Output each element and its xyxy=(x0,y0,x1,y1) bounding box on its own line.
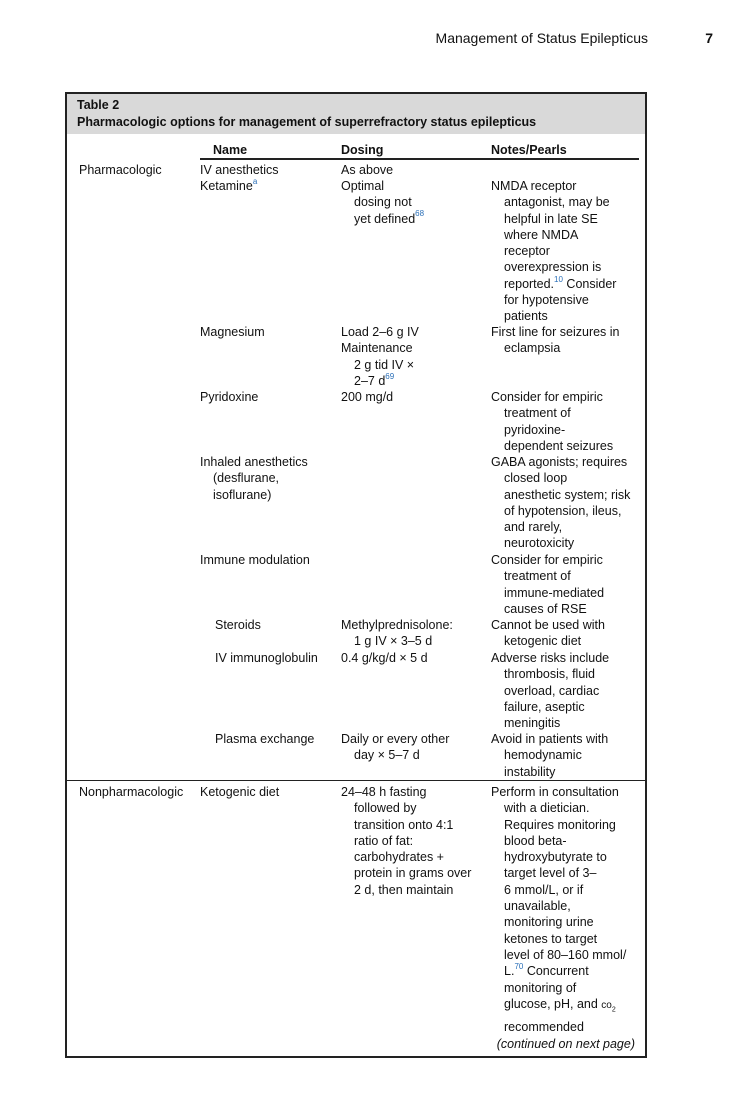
row-dosing-plasma-exchange: Daily or every other day × 5–7 d xyxy=(341,732,450,763)
row-dosing-steroids: Methylprednisolone: 1 g IV × 3–5 d xyxy=(341,618,453,649)
table-title: Pharmacologic options for management of superrefractory status epilepticus xyxy=(77,115,537,129)
section-divider xyxy=(67,780,645,781)
row-notes-iv-immunoglobulin: Adverse risks include thrombosis, fluid overload, cardiac failure, aseptic meningitis xyxy=(491,651,610,731)
row-name-magnesium: Magnesium xyxy=(200,325,265,339)
header-rule xyxy=(200,158,639,160)
continued-note: (continued on next page) xyxy=(496,1037,635,1051)
row-notes-magnesium: First line for seizures in eclampsia xyxy=(491,325,620,356)
table xyxy=(65,92,647,1058)
row-notes-ketogenic-diet: Perform in consultation with a dietician. Requires monitoring blood beta- hydroxybutyrate to target level of 3– 6 mmol/L, or if unavailable, monitoring urine ketones to target level of 80–160 mmol/ L.$^{70}$ Concurrent monitoring of glucose, pH, and $co_2$ recommended xyxy=(491,785,627,1034)
row-notes-pyridoxine: Consider for empiric treatment of pyridoxine- dependent seizures xyxy=(491,390,614,453)
row-dosing-iv-immunoglobulin: 0.4 g/kg/d × 5 d xyxy=(341,651,428,665)
row-dosing-ketamine: Optimal dosing not yet defined$^{68}$ xyxy=(341,179,425,226)
row-dosing-magnesium: Load 2–6 g IV Maintenance 2 g tid IV × 2–7 $d^{69}$ xyxy=(341,325,419,388)
row-name-immune-modulation: Immune modulation xyxy=(200,553,310,567)
running-head xyxy=(0,30,743,50)
row-name-ketamine: Ketamine$^a$ xyxy=(200,176,258,193)
row-notes-ketamine: NMDA receptor antagonist, may be helpful in late SE where NMDA receptor overexpression is reported.$^{10}$ Consider for hypotensive patients xyxy=(491,179,617,324)
category-nonpharmacologic: Nonpharmacologic xyxy=(79,785,184,799)
row-name-inhaled-anesthetics: Inhaled anesthetics (desflurane, isoflurane) xyxy=(200,455,308,502)
category-pharmacologic: Pharmacologic xyxy=(79,163,162,177)
column-header-notes: Notes/Pearls xyxy=(491,143,567,157)
table-label: Table 2 xyxy=(77,98,120,112)
row-name-iv-anesthetics: IV anesthetics xyxy=(200,163,279,177)
row-notes-immune-modulation: Consider for empiric treatment of immune-mediated causes of RSE xyxy=(491,553,605,616)
row-name-iv-immunoglobulin: IV immunoglobulin xyxy=(215,651,318,665)
citation-ref: 10 xyxy=(554,274,563,284)
row-notes-steroids: Cannot be used with ketogenic diet xyxy=(491,618,605,649)
running-title: Management of Status Epilepticus xyxy=(435,30,648,46)
row-notes-inhaled-anesthetics: GABA agonists; requires closed loop anesthetic system; risk of hypotension, ileus, and rarely, neurotoxicity xyxy=(491,455,631,551)
citation-ref: 70 xyxy=(514,962,524,972)
row-dosing-iv-anesthetics: As above xyxy=(341,163,394,177)
row-dosing-ketogenic-diet: 24–48 h fasting followed by transition onto 4:1 ratio of fat: carbohydrates + protein in grams over 2 d, then maintain xyxy=(341,785,472,897)
column-header-dosing: Dosing xyxy=(341,143,384,157)
citation-ref: 68 xyxy=(415,209,425,219)
footnote-ref: a xyxy=(252,176,258,186)
row-dosing-pyridoxine: 200 mg/d xyxy=(341,390,394,404)
table-header xyxy=(67,94,645,134)
row-name-pyridoxine: Pyridoxine xyxy=(200,390,259,404)
row-name-ketogenic-diet: Ketogenic diet xyxy=(200,785,280,799)
row-name-plasma-exchange: Plasma exchange xyxy=(215,732,315,746)
row-notes-plasma-exchange: Avoid in patients with hemodynamic instability xyxy=(491,732,609,779)
column-header-name: Name xyxy=(213,143,248,157)
row-name-steroids: Steroids xyxy=(215,618,261,632)
citation-ref: 69 xyxy=(385,371,395,381)
page-number: 7 xyxy=(705,30,713,46)
